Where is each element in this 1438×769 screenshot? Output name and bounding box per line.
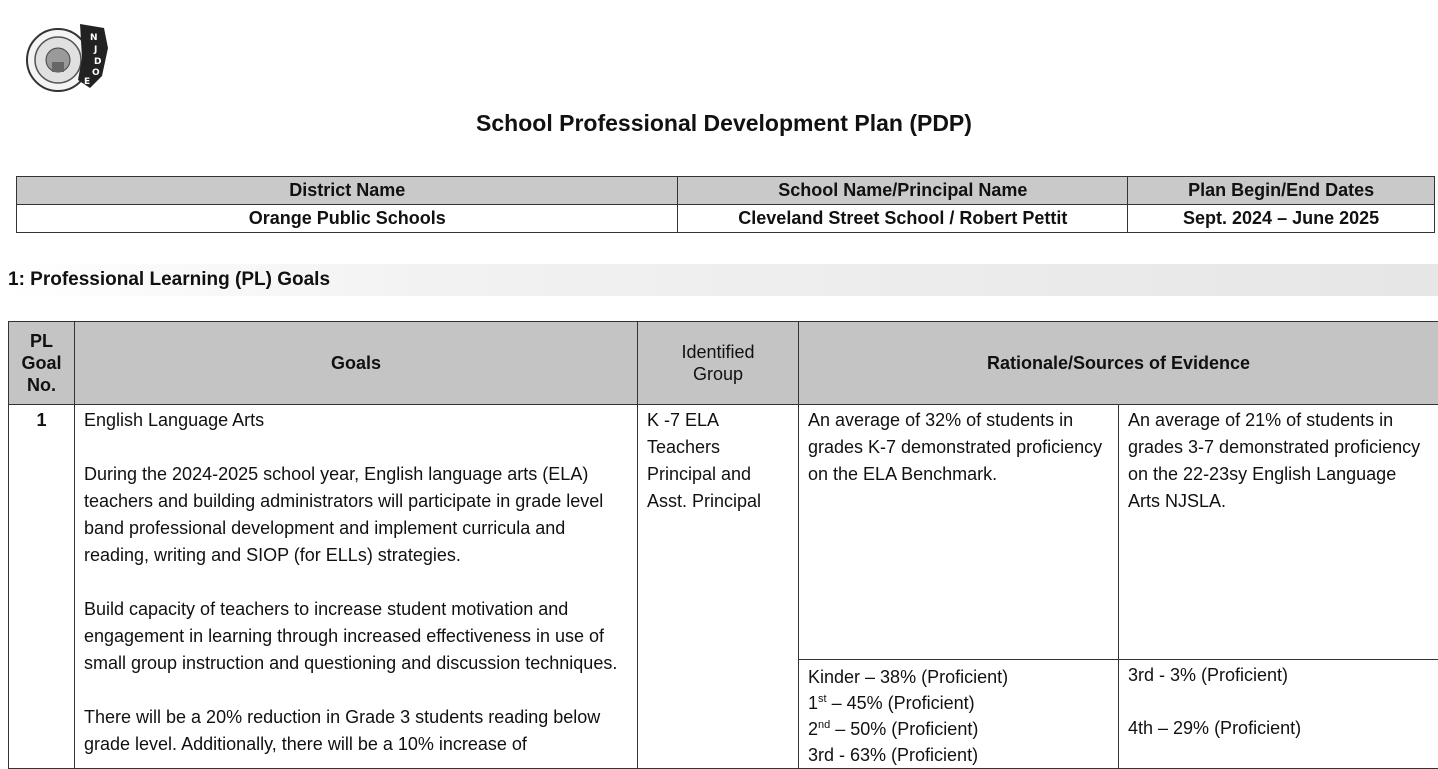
- group-line: Asst. Principal: [647, 488, 790, 515]
- ordinal-suffix: st: [818, 693, 827, 705]
- svg-text:O: O: [92, 68, 100, 78]
- ordinal: 1: [808, 693, 818, 713]
- svg-text:E: E: [84, 77, 90, 87]
- ordinal: 2: [808, 719, 818, 739]
- svg-text:J: J: [93, 45, 97, 55]
- njdoe-seal-logo: [20, 18, 112, 92]
- school-name-header: School Name/Principal Name: [678, 177, 1128, 205]
- plan-dates-value: Sept. 2024 – June 2025: [1128, 205, 1435, 233]
- group-line: K -7 ELA: [647, 407, 790, 434]
- goal-paragraph: Build capacity of teachers to increase student motivation and engagement in learning through increased effectiveness in use of small group instruction and questioning and discussion techniques.: [84, 596, 629, 677]
- benchmark-value: – 50% (Proficient): [830, 719, 978, 739]
- benchmark-third: 3rd - 63% (Proficient): [808, 742, 1110, 768]
- goals-header: Goals: [75, 322, 638, 405]
- district-name-value: Orange Public Schools: [17, 205, 678, 233]
- header-line: Goal: [13, 352, 70, 374]
- goal-paragraph: During the 2024-2025 school year, English language arts (ELA) teachers and building administrators will participate in grade level band professional development and implement curricula and reading, writing and SIOP (for ELLs) strategies.: [84, 461, 629, 569]
- goal-number: 1: [9, 405, 75, 769]
- benchmark-kinder: Kinder – 38% (Proficient): [808, 664, 1110, 690]
- group-line: Teachers: [647, 434, 790, 461]
- identified-group: [638, 405, 799, 769]
- plan-dates-header: Plan Begin/End Dates: [1128, 177, 1435, 205]
- benchmark-grade-list: [799, 660, 1119, 769]
- identified-group-header: [638, 322, 799, 405]
- group-line: Principal and: [647, 461, 790, 488]
- header-line: Identified: [642, 341, 794, 363]
- school-name-value: Cleveland Street School / Robert Pettit: [678, 205, 1128, 233]
- header-line: Group: [642, 363, 794, 385]
- pl-goals-table: [8, 321, 1438, 769]
- pl-goal-number-header: [9, 322, 75, 405]
- header-line: PL: [13, 330, 70, 352]
- evidence-njsla: An average of 21% of students in grades 3-7 demonstrated proficiency on the 22-23sy English Language Arts NJSLA.: [1119, 405, 1438, 660]
- njsla-fourth: 4th – 29% (Proficient): [1128, 715, 1430, 742]
- benchmark-second: [808, 716, 1110, 742]
- benchmark-value: – 45% (Proficient): [827, 693, 975, 713]
- rationale-header: Rationale/Sources of Evidence: [799, 322, 1438, 405]
- goal-description: [75, 405, 638, 769]
- evidence-ela-benchmark: An average of 32% of students in grades K-7 demonstrated proficiency on the ELA Benchmark.: [799, 405, 1119, 660]
- section-title: 1: Professional Learning (PL) Goals: [8, 269, 330, 291]
- benchmark-first: [808, 690, 1110, 716]
- plan-info-table: [16, 176, 1435, 233]
- district-name-header: District Name: [17, 177, 678, 205]
- njsla-grade-list: [1119, 660, 1438, 769]
- svg-text:N: N: [90, 33, 98, 43]
- ordinal-suffix: nd: [818, 719, 830, 731]
- page-title: School Professional Development Plan (PDP): [0, 110, 1438, 137]
- goal-title: English Language Arts: [84, 407, 629, 434]
- njsla-third: 3rd - 3% (Proficient): [1128, 662, 1430, 689]
- goal-paragraph: There will be a 20% reduction in Grade 3 students reading below grade level. Additionally, there will be a 10% increase of: [84, 704, 629, 758]
- svg-text:D: D: [94, 57, 101, 67]
- header-line: No.: [13, 374, 70, 396]
- section-header: [0, 264, 1438, 296]
